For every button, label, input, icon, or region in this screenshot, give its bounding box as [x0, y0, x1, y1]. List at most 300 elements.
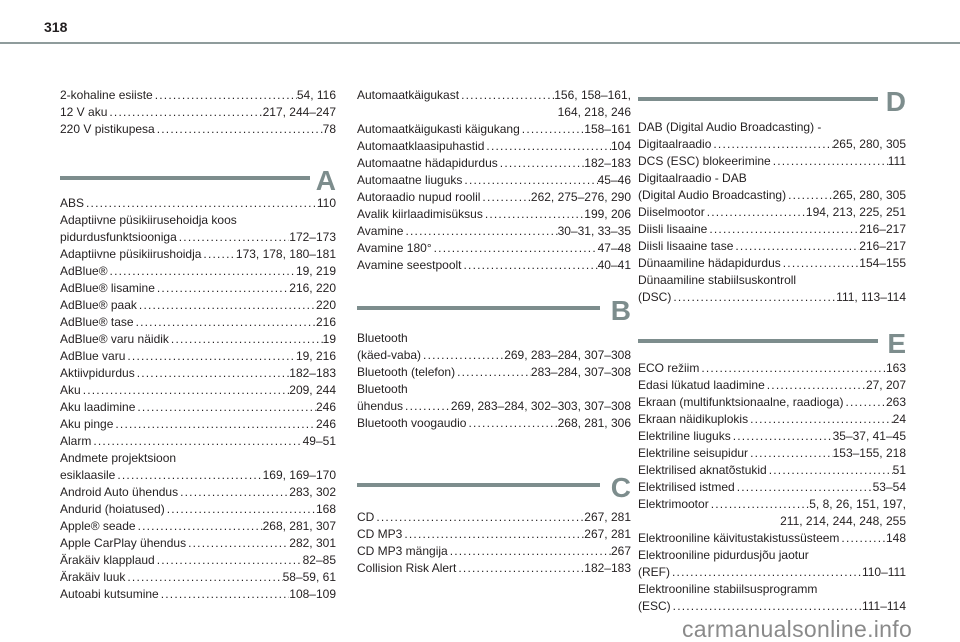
section-header-b: [357, 295, 631, 326]
dot-leader: [462, 257, 598, 274]
index-line: [638, 360, 906, 377]
dot-leader: [108, 263, 296, 280]
index-line: [638, 289, 906, 306]
entry-term: DCS (ESC) blokeerimine: [638, 154, 771, 168]
index-line: [60, 87, 336, 104]
index-entry: [60, 246, 336, 263]
index-entry: [60, 104, 336, 121]
index-line: [638, 187, 906, 204]
dot-leader: [153, 87, 297, 104]
dot-leader: [462, 172, 597, 189]
entry-pages: 35–37, 41–45: [832, 429, 906, 443]
index-line: [638, 272, 906, 289]
entry-term: Diisli lisaaine tase: [638, 239, 734, 253]
index-line: [638, 479, 906, 496]
index-entry: [60, 212, 336, 246]
entry-term: Aku: [60, 383, 81, 397]
index-line: [638, 221, 906, 238]
dot-leader: [671, 289, 836, 306]
entry-term: AdBlue® tase: [60, 315, 134, 329]
index-line: [638, 153, 906, 170]
dot-leader: [84, 195, 317, 212]
index-line: [638, 530, 906, 547]
entry-pages: 54, 116: [296, 88, 336, 102]
index-line: [357, 364, 631, 381]
entry-pages: 5, 8, 26, 151, 197,: [809, 497, 906, 511]
index-entry: [638, 445, 906, 462]
index-line: [638, 445, 906, 462]
entry-term: Bluetooth voogaudio: [357, 416, 467, 430]
entry-pages: 267: [610, 544, 631, 558]
index-line: [357, 257, 631, 274]
index-line: [638, 204, 906, 221]
entry-pages: 172–173: [289, 230, 336, 244]
index-line: [60, 314, 336, 331]
index-entry: [638, 153, 906, 170]
index-entry: [60, 399, 336, 416]
dot-leader: [748, 411, 893, 428]
entry-pages: 268, 281, 307: [262, 519, 336, 533]
index-entry: [638, 581, 906, 615]
entry-pages: 267, 281: [584, 510, 631, 524]
index-entry: [60, 484, 336, 501]
entry-term: Diisli lisaaine: [638, 222, 708, 236]
entry-pages: 173, 178, 180–181: [235, 247, 336, 261]
entry-term: Elektrooniline stabiilsusprogramm: [638, 582, 818, 596]
entry-term: Andmete projektsioon: [60, 451, 177, 465]
index-line: [60, 263, 336, 280]
entry-pages: 58–59, 61: [282, 570, 336, 584]
index-line: [638, 170, 906, 187]
section-letter: D: [885, 86, 906, 117]
index-line: [357, 172, 631, 189]
index-line: [357, 138, 631, 155]
index-line: [60, 433, 336, 450]
entry-term: Ärakäiv klapplaud: [60, 553, 155, 567]
dot-leader: [135, 399, 316, 416]
dot-leader: [81, 382, 290, 399]
index-line: [638, 119, 906, 136]
section-divider: [638, 97, 878, 101]
index-entry: [60, 518, 336, 535]
index-entry: [357, 121, 631, 138]
index-entry: [638, 394, 906, 411]
index-line: [638, 377, 906, 394]
entry-term: Ärakäiv luuk: [60, 570, 126, 584]
entry-term: Android Auto ühendus: [60, 485, 179, 499]
index-line: [357, 104, 631, 121]
entry-pages: 158–161: [584, 122, 631, 136]
entry-term: Elektrilised aknatõstukid: [638, 463, 767, 477]
dot-leader: [709, 496, 810, 513]
index-entry: [60, 382, 336, 399]
index-block-a-part1: [60, 195, 336, 603]
dot-leader: [707, 221, 859, 238]
entry-pages: 78: [322, 122, 336, 136]
dot-leader: [484, 138, 611, 155]
index-line: [60, 246, 336, 263]
section-divider: [638, 339, 878, 343]
section-letter: E: [887, 328, 906, 359]
entry-term: Alarm: [60, 434, 92, 448]
index-entry: [638, 377, 906, 394]
index-line: [357, 155, 631, 172]
entry-term: Elektrooniline pidurdusjõu jaotur: [638, 548, 809, 562]
entry-pages: 262, 275–276, 290: [530, 190, 631, 204]
entry-term: pidurdusfunktsiooniga: [60, 230, 177, 244]
entry-pages: 283, 302: [289, 485, 336, 499]
entry-pages: 199, 206: [584, 207, 631, 221]
entry-pages: 40–41: [597, 258, 631, 272]
dot-leader: [670, 564, 862, 581]
entry-term: esiklaasile: [60, 468, 116, 482]
section-header-d: [638, 86, 906, 117]
index-entry: [60, 365, 336, 382]
entry-pages: 47–48: [597, 241, 631, 255]
entry-pages: 111, 113–114: [836, 290, 906, 304]
entry-term: ABS: [60, 196, 85, 210]
entry-term: Bluetooth (telefon): [357, 365, 456, 379]
index-line: [357, 381, 631, 398]
entry-term: Digitaalraadio: [638, 137, 712, 151]
index-line: [638, 598, 906, 615]
watermark: carmanualsonline.info: [682, 616, 913, 642]
entry-pages: 265, 280, 305: [832, 137, 906, 151]
entry-term: DAB (Digital Audio Broadcasting) -: [638, 120, 822, 134]
index-line: [638, 136, 906, 153]
index-line: [638, 581, 906, 598]
index-line: [60, 569, 336, 586]
entry-term: 220 V pistikupesa: [60, 122, 155, 136]
dot-leader: [178, 484, 289, 501]
entry-term: Aku laadimine: [60, 400, 136, 414]
dot-leader: [459, 87, 554, 104]
entry-term: Elektrooniline käivitustakistussüsteem: [638, 531, 840, 545]
section-divider: [60, 176, 310, 180]
dot-leader: [135, 365, 290, 382]
index-line: [357, 206, 631, 223]
entry-term: Elektrimootor: [638, 497, 709, 511]
entry-term: AdBlue® lisamine: [60, 281, 155, 295]
entry-pages: 217, 244–247: [262, 105, 336, 119]
index-entry: [357, 155, 631, 172]
index-line: [357, 543, 631, 560]
dot-leader: [483, 206, 584, 223]
index-entry: [638, 479, 906, 496]
index-line: [357, 189, 631, 206]
index-line: [60, 535, 336, 552]
index-entry: [60, 586, 336, 603]
entry-term: Automaatne liuguks: [357, 173, 463, 187]
index-line: [60, 467, 336, 484]
entry-term: Dünaamiline stabiilsuskontroll: [638, 273, 797, 287]
dot-leader: [155, 280, 289, 297]
index-line: [357, 121, 631, 138]
entry-term: Bluetooth: [357, 331, 408, 345]
index-entry: [60, 87, 336, 104]
entry-term: Aktiivpidurdus: [60, 366, 135, 380]
dot-leader: [432, 240, 598, 257]
dot-leader: [136, 518, 263, 535]
entry-term: AdBlue varu: [60, 349, 126, 363]
dot-leader: [177, 229, 290, 246]
entry-pages: 19: [322, 332, 336, 346]
dot-leader: [711, 136, 832, 153]
entry-term: Apple® seade: [60, 519, 136, 533]
section-divider: [357, 483, 600, 487]
dot-leader: [765, 377, 866, 394]
entry-term: AdBlue® varu näidik: [60, 332, 169, 346]
entry-term: 12 V aku: [60, 105, 108, 119]
index-entry: [357, 364, 631, 381]
index-line: [638, 462, 906, 479]
index-line: [60, 297, 336, 314]
entry-pages: 283–284, 307–308: [530, 365, 631, 379]
index-block-a-part2: [357, 87, 631, 274]
entry-pages: 49–51: [302, 434, 336, 448]
entry-pages: 111–114: [861, 599, 906, 613]
index-entry: [357, 543, 631, 560]
index-entry: [638, 221, 906, 238]
section-header-a: [60, 165, 336, 196]
index-entry: [357, 560, 631, 577]
dot-leader: [201, 246, 235, 263]
entry-pages: 111: [887, 154, 906, 168]
dot-leader: [705, 204, 806, 221]
entry-term: Avalik kiirlaadimisüksus: [357, 207, 483, 221]
index-line: [357, 415, 631, 432]
dot-leader: [455, 364, 531, 381]
dot-leader: [786, 187, 833, 204]
entry-pages: 211, 214, 244, 248, 255: [780, 514, 906, 528]
dot-leader: [733, 238, 859, 255]
entry-pages: 269, 283–284, 307–308: [504, 348, 631, 362]
dot-leader: [520, 121, 585, 138]
index-entry: [638, 119, 906, 153]
index-line: [638, 411, 906, 428]
entry-pages: 269, 283–284, 302–303, 307–308: [450, 399, 631, 413]
entry-term: Bluetooth: [357, 382, 408, 396]
index-entry: [638, 530, 906, 547]
index-line: [357, 347, 631, 364]
index-line: [357, 526, 631, 543]
index-entry: [60, 501, 336, 518]
entry-term: CD MP3: [357, 527, 403, 541]
entry-pages: 53–54: [872, 480, 906, 494]
index-line: [60, 121, 336, 138]
entry-term: Automaatkäigukast: [357, 88, 460, 102]
index-line: [638, 564, 906, 581]
dot-leader: [466, 415, 557, 432]
entry-pages: 169, 169–170: [262, 468, 336, 482]
index-entry: [638, 496, 906, 530]
index-block-e: [638, 360, 906, 615]
entry-pages: 216–217: [859, 239, 906, 253]
entry-pages: 24: [892, 412, 906, 426]
index-entry: [638, 360, 906, 377]
index-entry: [638, 428, 906, 445]
index-line: [357, 330, 631, 347]
index-block-d: [638, 119, 906, 306]
entry-pages: 164, 218, 246: [557, 105, 631, 119]
entry-pages: 19, 216: [295, 349, 336, 363]
entry-term: CD: [357, 510, 375, 524]
dot-leader: [456, 560, 584, 577]
entry-pages: 168: [315, 502, 336, 516]
entry-term: Elektrilised istmed: [638, 480, 735, 494]
dot-leader: [169, 331, 323, 348]
dot-leader: [767, 462, 893, 479]
entry-term: Automaatklaasipuhastid: [357, 139, 485, 153]
entry-term: Dünaamiline hädapidurdus: [638, 256, 781, 270]
entry-pages: 108–109: [289, 587, 336, 601]
dot-leader: [91, 433, 302, 450]
index-entry: [60, 263, 336, 280]
entry-pages: 268, 281, 306: [557, 416, 631, 430]
index-line: [60, 501, 336, 518]
dot-leader: [671, 598, 862, 615]
entry-pages: 163: [885, 361, 906, 375]
entry-pages: 148: [885, 531, 906, 545]
page-number: 318: [44, 19, 68, 35]
entry-pages: 30–31, 33–35: [557, 224, 631, 238]
entry-pages: 267, 281: [584, 527, 631, 541]
index-line: [357, 223, 631, 240]
section-header-c: [357, 472, 631, 503]
index-line: [60, 195, 336, 212]
index-entry: [357, 330, 631, 364]
index-block-c: [357, 509, 631, 577]
entry-pages: 209, 244: [289, 383, 336, 397]
index-entry: [357, 257, 631, 274]
index-line: [357, 87, 631, 104]
entry-pages: 110–111: [861, 565, 906, 579]
entry-term: Adaptiivne püsikiirushoidja: [60, 247, 202, 261]
entry-term: Edasi lükatud laadimine: [638, 378, 765, 392]
dot-leader: [839, 530, 886, 547]
index-line: [357, 240, 631, 257]
entry-term: ühendus: [357, 399, 404, 413]
index-entry: [638, 411, 906, 428]
index-entry: [638, 272, 906, 306]
index-line: [60, 484, 336, 501]
index-entry: [357, 240, 631, 257]
entry-pages: 246: [315, 400, 336, 414]
entry-term: (käed-vaba): [357, 348, 422, 362]
index-block-b: [357, 330, 631, 432]
index-line: [60, 365, 336, 382]
index-entry: [638, 238, 906, 255]
dot-leader: [374, 509, 584, 526]
dot-leader: [186, 535, 289, 552]
index-entry: [357, 526, 631, 543]
dot-leader: [402, 526, 584, 543]
entry-pages: 45–46: [597, 173, 631, 187]
index-entry: [357, 206, 631, 223]
index-line: [60, 348, 336, 365]
dot-leader: [113, 416, 316, 433]
index-entry: [357, 87, 631, 121]
index-line: [60, 552, 336, 569]
entry-pages: 19, 219: [295, 264, 336, 278]
index-entry: [638, 204, 906, 221]
entry-term: AdBlue® paak: [60, 298, 137, 312]
index-entry: [357, 381, 631, 415]
dot-leader: [748, 445, 833, 462]
index-line: [357, 560, 631, 577]
index-entry: [60, 569, 336, 586]
dot-leader: [125, 348, 296, 365]
index-line: [638, 547, 906, 564]
entry-pages: 51: [892, 463, 906, 477]
index-entry: [638, 255, 906, 272]
entry-pages: 182–183: [289, 366, 336, 380]
entry-term: Apple CarPlay ühendus: [60, 536, 187, 550]
entry-pages: 282, 301: [289, 536, 336, 550]
index-entry: [60, 433, 336, 450]
entry-pages: 246: [315, 417, 336, 431]
index-entry: [357, 172, 631, 189]
index-line: [60, 331, 336, 348]
index-line: [60, 416, 336, 433]
index-line: [60, 229, 336, 246]
index-entry: [60, 348, 336, 365]
entry-pages: 263: [885, 395, 906, 409]
entry-pages: 265, 280, 305: [832, 188, 906, 202]
index-line: [638, 428, 906, 445]
entry-term: AdBlue®: [60, 264, 108, 278]
dot-leader: [125, 569, 282, 586]
entry-term: (ESC): [638, 599, 671, 613]
entry-pages: 27, 207: [865, 378, 906, 392]
section-header-e: [638, 328, 906, 359]
entry-pages: 216: [315, 315, 336, 329]
entry-term: Autoraadio nupud roolil: [357, 190, 481, 204]
index-entry: [357, 509, 631, 526]
entry-term: (Digital Audio Broadcasting): [638, 188, 787, 202]
entry-pages: 216, 220: [289, 281, 336, 295]
dot-leader: [448, 543, 611, 560]
section-letter: C: [610, 472, 631, 503]
entry-pages: 216–217: [859, 222, 906, 236]
entry-term: Ekraan (multifunktsionaalne, raadioga): [638, 395, 844, 409]
entry-term: Autoabi kutsumine: [60, 587, 159, 601]
entry-pages: 156, 158–161,: [554, 88, 631, 102]
index-entry: [60, 450, 336, 484]
index-entry: [60, 121, 336, 138]
dot-leader: [731, 428, 833, 445]
entry-term: Andurid (hoiatused): [60, 502, 165, 516]
index-entry: [60, 552, 336, 569]
dot-leader: [155, 121, 323, 138]
dot-leader: [699, 360, 886, 377]
entry-term: (DSC): [638, 290, 672, 304]
index-entry: [60, 331, 336, 348]
index-entry: [638, 547, 906, 581]
index-line: [60, 382, 336, 399]
entry-term: Automaatkäigukasti käigukang: [357, 122, 520, 136]
entry-pages: 194, 213, 225, 251: [805, 205, 906, 219]
entry-pages: 154–155: [859, 256, 906, 270]
index-line: [60, 280, 336, 297]
section-letter: A: [315, 165, 336, 196]
dot-leader: [137, 297, 316, 314]
index-entry: [60, 535, 336, 552]
index-entry: [60, 314, 336, 331]
dot-leader: [107, 104, 262, 121]
index-entry: [60, 280, 336, 297]
dot-leader: [155, 552, 303, 569]
